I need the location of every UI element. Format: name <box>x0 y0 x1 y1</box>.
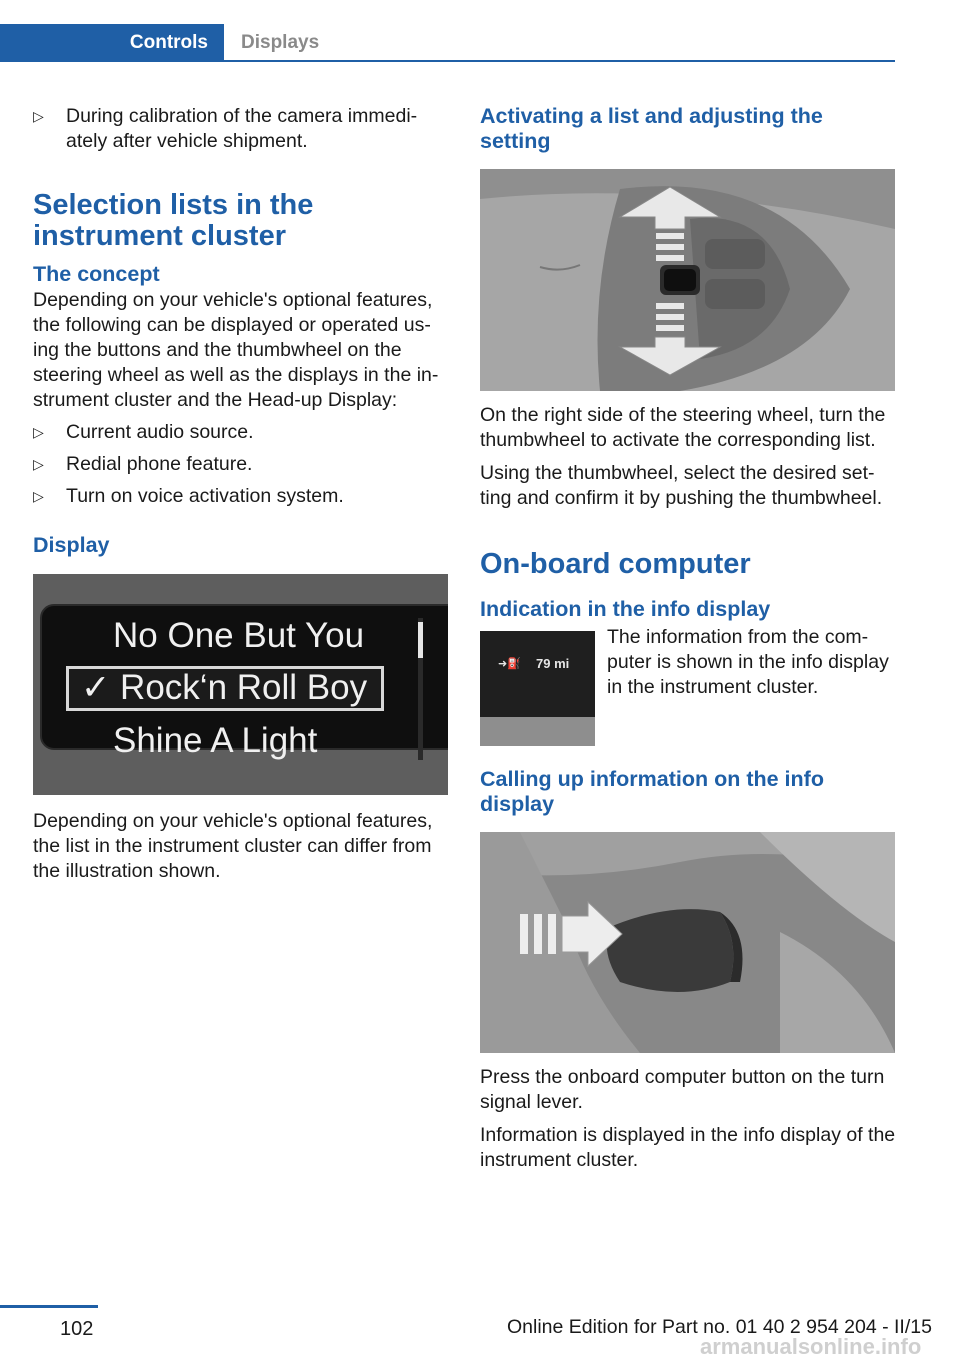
activate-paragraph-1: On the right side of the steering wheel, turn the thumbwheel to activate the corresponding list. <box>480 404 886 451</box>
list-entry-selected: ✓ Rock‘n Roll Boy <box>81 668 368 707</box>
heading-indication-info-display: Indication in the info display <box>480 597 771 621</box>
page-number: 102 <box>60 1318 94 1340</box>
heading-display: Display <box>33 533 110 557</box>
list-entry: No One But You <box>113 616 365 655</box>
fuel-range-icon: ➜⛽ <box>498 658 521 670</box>
watermark-text: armanualsonline.info <box>700 1334 922 1359</box>
bullet-text: During calibration of the camera immedi-ately after vehicle shipment. <box>66 105 418 152</box>
right-column <box>480 104 896 1173</box>
indication-block <box>480 625 896 767</box>
activate-paragraph-2: Using the thumbwheel, select the desired set-ting and confirm it by pushing the thumbwheel. <box>480 462 883 509</box>
heading-onboard-computer: On-board computer <box>480 548 751 580</box>
range-value: 79 mi <box>536 656 570 671</box>
bullet-triangle-icon: ▷ <box>33 424 44 440</box>
steering-wheel-thumbwheel-icon <box>480 169 895 391</box>
concept-bullet-list <box>33 420 448 509</box>
tab-displays[interactable]: Displays <box>241 32 320 53</box>
list-item: ▷ Redial phone feature. <box>33 453 253 475</box>
bullet-calibration <box>33 104 448 154</box>
heading-selection-lists: Selection lists in the instrument cluster <box>33 189 314 252</box>
list-entry: Shine A Light <box>113 721 318 760</box>
turn-signal-lever-icon <box>480 832 895 1053</box>
turn-signal-lever-illustration <box>480 832 895 1053</box>
calling-paragraph-1: Press the onboard computer button on the turn signal lever. <box>480 1066 885 1113</box>
bullet-triangle-icon: ▷ <box>33 488 44 504</box>
bullet-triangle-icon: ▷ <box>33 456 44 472</box>
bullet-triangle-icon: ▷ <box>33 108 44 124</box>
list-item: ▷ Turn on voice activation system. <box>33 485 344 507</box>
heading-activating-list: Activating a list and adjusting the setting <box>480 104 823 153</box>
steering-wheel-illustration <box>480 169 895 391</box>
left-column <box>33 104 448 884</box>
heading-concept: The concept <box>33 262 160 286</box>
selection-list-illustration <box>33 574 448 795</box>
info-display-illustration <box>480 631 595 746</box>
scroll-thumb <box>418 622 423 658</box>
heading-calling-up-info: Calling up information on the info display <box>480 767 824 816</box>
indication-paragraph: The information from the com-puter is shown in the info display in the instrument cluster. <box>607 626 889 698</box>
concept-paragraph: Depending on your vehicle's optional features, the following can be displayed or operated us-ing the buttons and the thumbwheel on the steering wheel as well as the displays in the in-strument cluster and the Head-up Display: <box>33 289 439 411</box>
list-item: ▷ Current audio source. <box>33 421 254 443</box>
edition-text: Online Edition for Part no. 01 40 2 954 204 - II/15 <box>507 1316 932 1338</box>
info-display-screen <box>480 631 595 717</box>
chapter-tab-bar <box>0 24 895 62</box>
tab-controls[interactable]: Controls <box>0 24 224 62</box>
footer-rule <box>0 1305 98 1308</box>
calling-paragraph-2: Information is displayed in the info display of the instrument cluster. <box>480 1124 896 1171</box>
display-note: Depending on your vehicle's optional features, the list in the instrument cluster can differ from the illustration shown. <box>33 810 433 882</box>
